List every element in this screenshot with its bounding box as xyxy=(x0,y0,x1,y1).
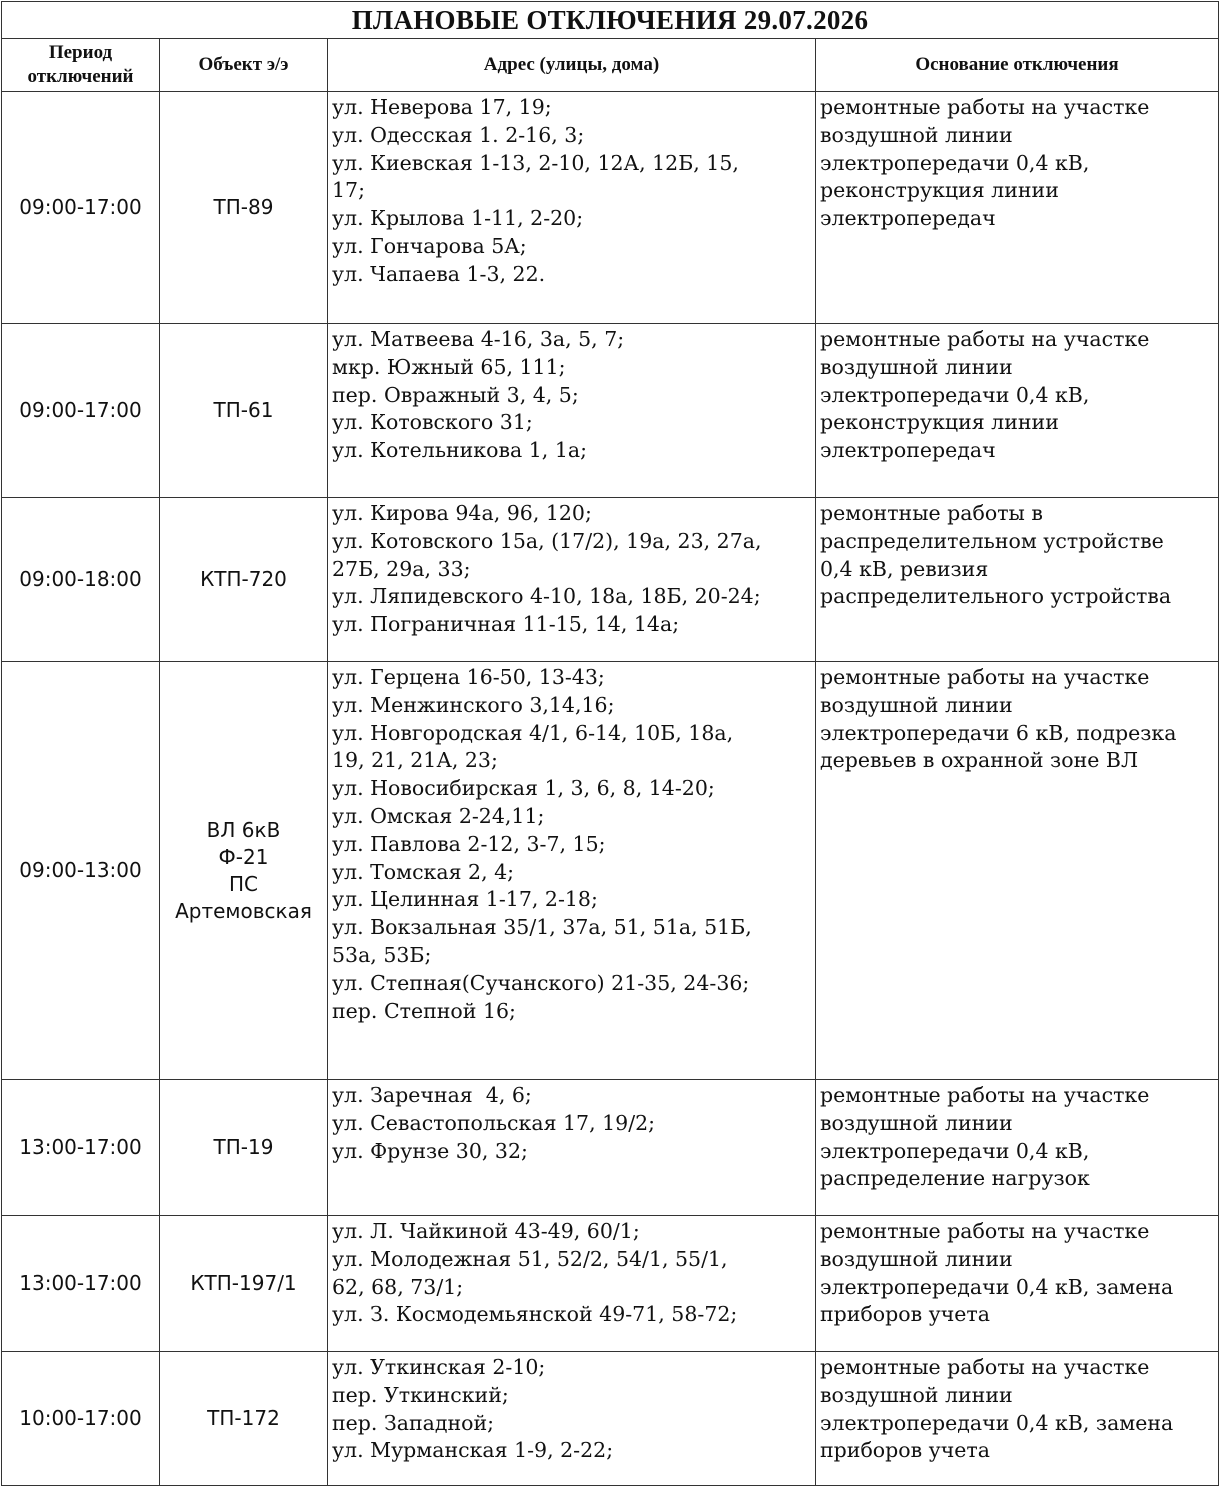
object-cell xyxy=(160,498,328,662)
period-cell: 13:00-17:00 xyxy=(2,1216,160,1352)
address-line: ул. Л. Чайкиной 43-49, 60/1; xyxy=(332,1219,640,1243)
object-line: ТП-19 xyxy=(213,1135,274,1159)
address-line: 62, 68, 73/1; xyxy=(332,1274,464,1299)
table-row xyxy=(2,1352,1219,1486)
page-title: ПЛАНОВЫЕ ОТКЛЮЧЕНИЯ 29.07.2026 xyxy=(2,2,1219,39)
address-line: ул. Ляпидевского 4-10, 18а, 18Б, 20-24; xyxy=(332,584,761,609)
address-line: пер. Овражный 3, 4, 5; xyxy=(332,382,579,407)
address-cell xyxy=(328,324,816,498)
reason-line: электропередачи 6 кВ, подрезка xyxy=(820,720,1177,745)
address-line: ул. Матвеева 4-16, 3а, 5, 7; xyxy=(332,327,625,351)
address-line: ул. Одесская 1. 2-16, 3; xyxy=(332,122,585,147)
table-row xyxy=(2,92,1219,324)
header-period xyxy=(2,39,160,92)
period-cell: 09:00-17:00 xyxy=(2,92,160,324)
reason-line: приборов учета xyxy=(820,1302,990,1327)
period-cell: 09:00-17:00 xyxy=(2,324,160,498)
address-line: ул. Киевская 1-13, 2-10, 12А, 12Б, 15, xyxy=(332,150,739,175)
object-line: Артемовская xyxy=(175,898,312,923)
reason-line: реконструкция линии xyxy=(820,410,1059,435)
address-line: ул. Целинная 1-17, 2-18; xyxy=(332,887,598,912)
object-cell xyxy=(160,662,328,1080)
reason-line: реконструкция линии xyxy=(820,178,1059,203)
reason-cell xyxy=(816,324,1219,498)
address-line: ул. Котовского 15а, (17/2), 19а, 23, 27а, xyxy=(332,528,762,553)
reason-line: электропередачи 0,4 кВ, xyxy=(820,382,1090,407)
reason-cell xyxy=(816,498,1219,662)
reason-cell xyxy=(816,1080,1219,1216)
header-object: Объект э/э xyxy=(160,39,328,92)
address-line: ул. Менжинского 3,14,16; xyxy=(332,692,615,717)
address-line: пер. Западной; xyxy=(332,1410,495,1435)
address-line: ул. Фрунзе 30, 32; xyxy=(332,1138,528,1163)
reason-line: воздушной линии xyxy=(820,1382,1013,1407)
address-cell xyxy=(328,662,816,1080)
reason-line: деревьев в охранной зоне ВЛ xyxy=(820,748,1139,773)
address-line: ул. Гончарова 5А; xyxy=(332,233,527,258)
object-line: Ф-21 xyxy=(218,844,269,869)
address-line: ул. Молодежная 51, 52/2, 54/1, 55/1, xyxy=(332,1246,728,1271)
reason-line: электропередачи 0,4 кВ, замена xyxy=(820,1274,1174,1299)
reason-line: ремонтные работы на участке xyxy=(820,1355,1150,1379)
object-cell xyxy=(160,1352,328,1486)
reason-line: приборов учета xyxy=(820,1438,990,1463)
object-cell xyxy=(160,1216,328,1352)
header-period-label: Период отключений xyxy=(27,42,134,87)
address-line: ул. Чапаева 1-3, 22. xyxy=(332,261,546,286)
address-line: ул. З. Космодемьянской 49-71, 58-72; xyxy=(332,1302,738,1327)
reason-cell xyxy=(816,1216,1219,1352)
object-line: ТП-61 xyxy=(213,398,274,422)
header-row xyxy=(2,39,1219,92)
address-line: 17; xyxy=(332,178,365,203)
address-cell xyxy=(328,1352,816,1486)
title-row xyxy=(2,2,1219,39)
period-cell: 10:00-17:00 xyxy=(2,1352,160,1486)
reason-line: ремонтные работы на участке xyxy=(820,665,1150,689)
address-line: 53а, 53Б; xyxy=(332,942,432,967)
address-line: ул. Мурманская 1-9, 2-22; xyxy=(332,1438,614,1463)
address-line: ул. Крылова 1-11, 2-20; xyxy=(332,206,584,231)
address-line: 27Б, 29а, 33; xyxy=(332,556,471,581)
address-line: ул. Омская 2-24,11; xyxy=(332,803,545,828)
period-cell: 13:00-17:00 xyxy=(2,1080,160,1216)
reason-line: распределение нагрузок xyxy=(820,1166,1090,1191)
reason-line: электропередачи 0,4 кВ, xyxy=(820,150,1090,175)
reason-cell xyxy=(816,92,1219,324)
address-line: ул. Пограничная 11-15, 14, 14а; xyxy=(332,612,680,637)
address-cell xyxy=(328,92,816,324)
object-line: ПС xyxy=(228,871,258,896)
table-row xyxy=(2,324,1219,498)
reason-line: распределительном устройстве xyxy=(820,528,1164,553)
address-line: мкр. Южный 65, 111; xyxy=(332,354,566,379)
reason-line: электропередач xyxy=(820,206,996,231)
object-cell xyxy=(160,324,328,498)
reason-line: воздушной линии xyxy=(820,692,1013,717)
address-line: пер. Уткинский; xyxy=(332,1382,509,1407)
address-line: пер. Степной 16; xyxy=(332,998,516,1023)
period-cell: 09:00-13:00 xyxy=(2,662,160,1080)
object-line: КТП-197/1 xyxy=(190,1271,297,1295)
address-line: 19, 21, 21А, 23; xyxy=(332,748,498,773)
reason-line: ремонтные работы на участке xyxy=(820,327,1150,351)
reason-cell xyxy=(816,662,1219,1080)
object-cell xyxy=(160,92,328,324)
table-row xyxy=(2,1080,1219,1216)
reason-cell xyxy=(816,1352,1219,1486)
address-line: ул. Герцена 16-50, 13-43; xyxy=(332,665,605,689)
address-line: ул. Павлова 2-12, 3-7, 15; xyxy=(332,831,606,856)
address-line: ул. Вокзальная 35/1, 37а, 51, 51а, 51Б, xyxy=(332,915,752,940)
reason-line: ремонтные работы в xyxy=(820,501,1043,525)
address-line: ул. Котовского 31; xyxy=(332,410,533,435)
period-cell: 09:00-18:00 xyxy=(2,498,160,662)
address-line: ул. Неверова 17, 19; xyxy=(332,95,552,119)
address-cell xyxy=(328,1216,816,1352)
object-line: ТП-89 xyxy=(213,195,274,219)
reason-line: распределительного устройства xyxy=(820,584,1172,609)
address-cell xyxy=(328,498,816,662)
reason-line: воздушной линии xyxy=(820,1110,1013,1135)
header-address: Адрес (улицы, дома) xyxy=(328,39,816,92)
reason-line: электропередач xyxy=(820,438,996,463)
address-line: ул. Новгородская 4/1, 6-14, 10Б, 18а, xyxy=(332,720,734,745)
reason-line: ремонтные работы на участке xyxy=(820,95,1150,119)
reason-line: воздушной линии xyxy=(820,122,1013,147)
object-line: ТП-172 xyxy=(207,1406,280,1430)
address-line: ул. Котельникова 1, 1а; xyxy=(332,438,587,463)
address-line: ул. Степная(Сучанского) 21-35, 24-36; xyxy=(332,970,750,995)
address-line: ул. Новосибирская 1, 3, 6, 8, 14-20; xyxy=(332,776,715,801)
address-line: ул. Уткинская 2-10; xyxy=(332,1355,546,1379)
address-line: ул. Севастопольская 17, 19/2; xyxy=(332,1110,656,1135)
reason-line: электропередачи 0,4 кВ, xyxy=(820,1138,1090,1163)
table-body xyxy=(2,92,1219,1486)
reason-line: ремонтные работы на участке xyxy=(820,1083,1150,1107)
object-cell xyxy=(160,1080,328,1216)
reason-line: 0,4 кВ, ревизия xyxy=(820,556,989,581)
header-reason: Основание отключения xyxy=(816,39,1219,92)
reason-line: воздушной линии xyxy=(820,354,1013,379)
outage-table xyxy=(1,1,1219,1486)
reason-line: ремонтные работы на участке xyxy=(820,1219,1150,1243)
address-line: ул. Томская 2, 4; xyxy=(332,859,515,884)
object-line: ВЛ 6кВ xyxy=(206,817,281,842)
address-line: ул. Кирова 94а, 96, 120; xyxy=(332,501,592,525)
table-row xyxy=(2,662,1219,1080)
object-line: КТП-720 xyxy=(200,567,287,591)
table-row xyxy=(2,1216,1219,1352)
table-row xyxy=(2,498,1219,662)
reason-line: электропередачи 0,4 кВ, замена xyxy=(820,1410,1174,1435)
address-cell xyxy=(328,1080,816,1216)
reason-line: воздушной линии xyxy=(820,1246,1013,1271)
address-line: ул. Заречная 4, 6; xyxy=(332,1083,532,1107)
